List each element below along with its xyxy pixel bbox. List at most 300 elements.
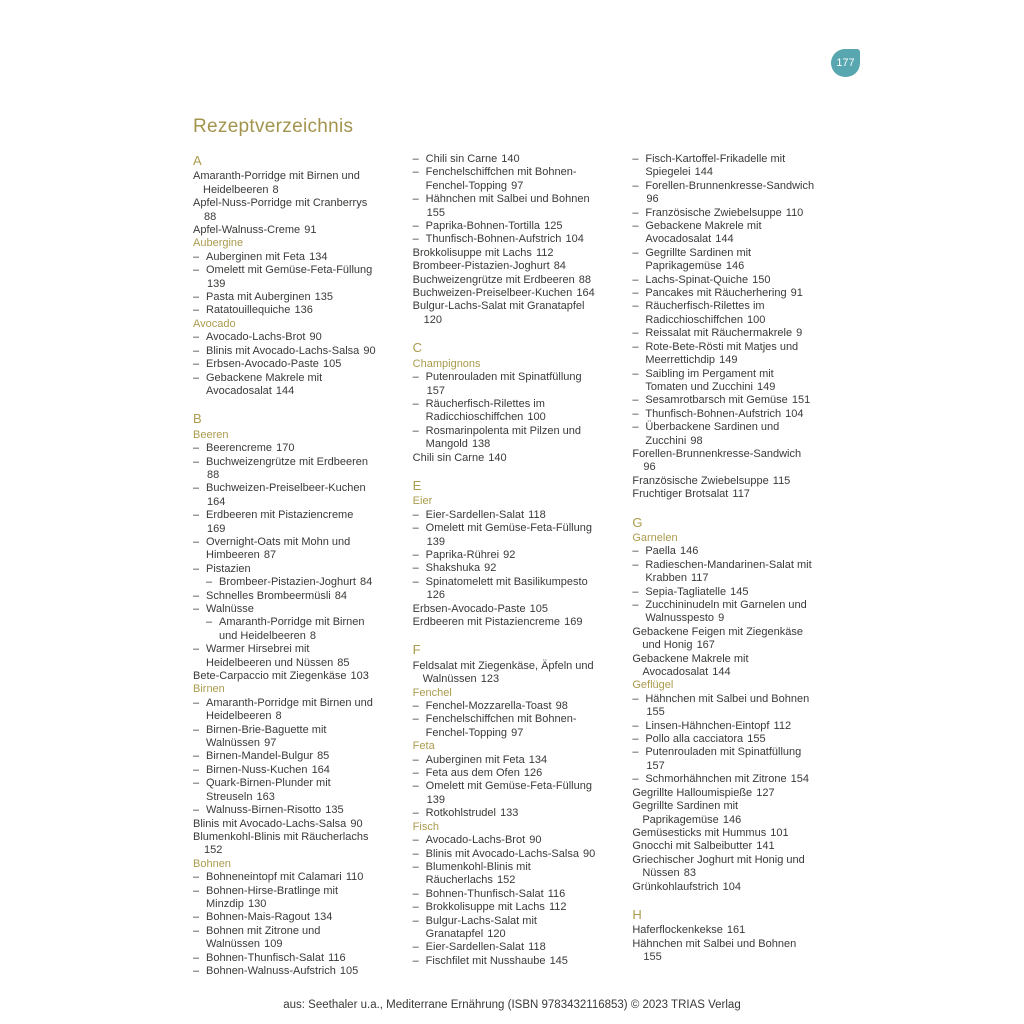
page-ref: 138	[471, 438, 491, 451]
dash-marker: –	[412, 508, 419, 521]
index-entry: Haferflockenkekse 161	[632, 924, 746, 937]
page-title: Rezeptverzeichnis	[193, 116, 354, 137]
page-ref: 144	[694, 166, 714, 179]
index-entry: – Rote-Bete-Rösti mit Matjes und Meerrettichdip 149	[632, 340, 799, 367]
page-ref: 123	[480, 673, 500, 686]
dash-marker: –	[632, 773, 639, 786]
page-ref: 145	[549, 954, 568, 967]
dash-marker: –	[193, 562, 200, 575]
dash-marker: –	[632, 545, 639, 558]
index-entry: Apfel-Walnuss-Creme 91	[193, 224, 317, 237]
index-column-1	[193, 153, 376, 978]
index-entry: – Sesamrotbarsch mit Gemüse 151	[632, 394, 811, 407]
index-entry: – Paella 146	[632, 545, 699, 558]
page-ref: 120	[487, 927, 506, 940]
page-ref: 104	[565, 233, 584, 246]
index-entry: – Omelett mit Gemüse-Feta-Füllung 139	[193, 264, 373, 290]
index-entry: – Eier-Sardellen-Salat 118	[412, 941, 546, 954]
page-ref: 110	[345, 871, 364, 884]
index-entry: – Ratatouillequiche 136	[193, 304, 313, 317]
index-entry: Gnocchi mit Salbeibutter 141	[632, 840, 775, 853]
dash-marker: –	[632, 327, 639, 340]
dash-marker: –	[193, 291, 200, 304]
subsection-header: Geflügel	[632, 679, 674, 692]
subsection-header: Bohnen	[193, 857, 231, 870]
index-entry: – Buchweizen-Preiselbeer-Kuchen 164	[193, 482, 366, 508]
page-ref: 97	[511, 179, 524, 192]
page-ref: 152	[497, 874, 516, 887]
index-entry: – Birnen-Mandel-Bulgur 85	[193, 750, 330, 763]
page-ref: 115	[772, 474, 791, 487]
index-entry: – Sepia-Tagliatelle 145	[632, 585, 749, 598]
index-entry: – Reissalat mit Räuchermakrele 9	[632, 327, 803, 340]
index-entry: – Lachs-Spinat-Quiche 150	[632, 273, 771, 286]
page-ref: 84	[360, 576, 373, 589]
index-entry: – Eier-Sardellen-Salat 118	[412, 508, 546, 521]
page-ref: 145	[730, 585, 749, 598]
dash-marker: –	[412, 860, 419, 873]
index-entry: – Gebackene Makrele mit Avocadosalat 144	[632, 220, 762, 246]
index-entry: – Erdbeeren mit Pistaziencreme 169	[193, 509, 354, 535]
page-ref: 101	[770, 826, 789, 839]
page-ref: 84	[334, 589, 348, 602]
page-ref: 155	[646, 706, 665, 719]
dash-marker: –	[412, 941, 419, 954]
dash-marker: –	[206, 576, 213, 589]
index-entry: – Bohnen-Mais-Ragout 134	[193, 911, 333, 924]
page-ref: 117	[691, 572, 709, 585]
index-entry: – Schnelles Brombeermüsli 84	[193, 589, 348, 602]
dash-marker: –	[632, 179, 639, 192]
page-ref: 9	[796, 327, 803, 340]
index-entry: – Auberginen mit Feta 134	[193, 250, 328, 263]
subsection-header: Garnelen	[632, 531, 678, 544]
index-entry: – Omelett mit Gemüse-Feta-Füllung 139	[412, 780, 592, 806]
section-letter: F	[412, 642, 421, 658]
page-ref: 105	[529, 602, 549, 615]
index-entry: – Fenchel-Mozzarella-Toast 98	[412, 700, 568, 713]
page-ref: 144	[712, 666, 731, 679]
page-ref: 161	[726, 924, 746, 937]
index-entry: – Chili sin Carne 140	[412, 153, 520, 165]
index-entry: – Bohnen-Walnuss-Aufstrich 105	[193, 964, 359, 977]
subsection-header: Champignons	[412, 357, 481, 370]
dash-marker: –	[412, 166, 419, 179]
index-entry: Chili sin Carne 140	[412, 451, 507, 464]
index-entry: Bete-Carpaccio mit Ziegenkäse 103	[193, 670, 369, 683]
dash-marker: –	[632, 585, 639, 598]
index-entry: Brokkolisuppe mit Lachs 112	[412, 246, 554, 259]
page-ref: 155	[643, 951, 662, 964]
page-ref: 109	[264, 938, 283, 951]
section-letter: G	[632, 514, 643, 530]
section-letter: H	[632, 906, 642, 922]
page-ref: 164	[311, 763, 330, 776]
index-entry: Amaranth-Porridge mit Birnen und Heidelbeeren 8	[193, 170, 360, 196]
index-entry: – Forellen-Brunnenkresse-Sandwich 96	[632, 179, 815, 206]
page-ref: 110	[785, 206, 804, 219]
subsection-header: Fenchel	[412, 686, 452, 699]
dash-marker: –	[632, 692, 639, 705]
dash-marker: –	[632, 421, 639, 434]
subsection-header: Aubergine	[193, 237, 244, 250]
index-entry: – Räucherfisch-Rilettes im Radicchioschiffchen 100	[412, 397, 546, 424]
dash-marker: –	[412, 901, 419, 914]
page-ref: 92	[503, 548, 516, 561]
index-entry: – Fischfilet mit Nusshaube 145	[412, 954, 568, 967]
dash-marker: –	[193, 358, 200, 371]
page-ref: 163	[256, 790, 275, 803]
dash-marker: –	[412, 397, 419, 410]
index-entry: – Walnuss-Birnen-Risotto 135	[193, 804, 344, 817]
index-entry: – Zucchininudeln mit Garnelen und Walnusspesto 9	[632, 599, 807, 625]
dash-marker: –	[193, 589, 200, 602]
dash-marker: –	[412, 424, 419, 437]
page-ref: 98	[690, 434, 703, 447]
index-entry: – Fisch-Kartoffel-Frikadelle mit Spiegelei 144	[632, 153, 786, 179]
index-entry: Französische Zwiebelsuppe 115	[632, 474, 791, 487]
dash-marker: –	[193, 482, 200, 495]
index-entry: – Bohnen mit Zitrone und Walnüssen 109	[193, 924, 321, 951]
page-ref: 90	[309, 331, 322, 344]
page-ref: 136	[294, 304, 313, 317]
page-ref: 140	[501, 153, 520, 165]
page-ref: 167	[696, 639, 715, 652]
dash-marker: –	[412, 371, 419, 384]
index-entry: – Überbackene Sardinen und Zucchini 98	[632, 421, 780, 447]
page-ref: 8	[309, 629, 317, 642]
dash-marker: –	[193, 344, 200, 357]
index-entry: – Rosmarinpolenta mit Pilzen und Mangold 138	[412, 424, 581, 451]
index-column-3	[632, 153, 815, 978]
page-ref: 155	[747, 733, 766, 746]
index-entry: – Linsen-Hähnchen-Eintopf 112	[632, 719, 792, 732]
index-entry: – Pancakes mit Räucherhering 91	[632, 287, 803, 300]
page-ref: 97	[264, 737, 277, 750]
dash-marker: –	[412, 954, 419, 967]
dash-marker: –	[193, 871, 200, 884]
index-entry: – Walnüsse	[193, 603, 254, 615]
page-ref: 116	[328, 951, 346, 964]
page-ref: 164	[207, 495, 226, 508]
page-ref: 134	[314, 911, 333, 924]
index-entry: – Blumenkohl-Blinis mit Räucherlachs 152	[412, 860, 531, 887]
page-ref: 97	[511, 726, 524, 739]
dash-marker: –	[412, 220, 419, 233]
index-entry: – Pistazien	[193, 562, 251, 575]
index-entry: – Brokkolisuppe mit Lachs 112	[412, 901, 567, 914]
index-entry: – Blinis mit Avocado-Lachs-Salsa 90	[412, 847, 596, 860]
dash-marker: –	[193, 750, 200, 763]
dash-marker: –	[193, 535, 200, 548]
page-ref: 141	[756, 840, 775, 853]
index-entry: – Französische Zwiebelsuppe 110	[632, 206, 804, 219]
index-entry: – Saibling im Pergament mit Tomaten und Zucchini 149	[632, 367, 776, 393]
page-ref: 84	[553, 260, 566, 273]
index-entry: – Buchweizengrütze mit Erdbeeren 88	[193, 455, 369, 481]
page-ref: 146	[722, 813, 742, 826]
page-ref: 151	[791, 394, 811, 407]
index-entry: – Birnen-Nuss-Kuchen 164	[193, 763, 330, 776]
dash-marker: –	[412, 233, 419, 246]
page-number: 177	[836, 57, 855, 69]
index-entry: – Gebackene Makrele mit Avocadosalat 144	[193, 371, 323, 397]
page-ref: 170	[276, 442, 295, 455]
page-ref: 98	[555, 700, 568, 713]
index-entry: – Pasta mit Auberginen 135	[193, 291, 333, 304]
index-entry: Erdbeeren mit Pistaziencreme 169	[412, 616, 583, 628]
page-ref: 88	[204, 210, 217, 223]
index-entry: – Hähnchen mit Salbei und Bohnen 155	[632, 692, 810, 719]
section-letter: E	[412, 477, 422, 493]
dash-marker: –	[632, 246, 639, 259]
index-entry: – Pollo alla cacciatora 155	[632, 733, 766, 746]
page-ref: 130	[247, 897, 267, 910]
page-ref: 149	[757, 380, 776, 393]
dash-marker: –	[412, 780, 419, 793]
index-entry: – Bohnen-Hirse-Bratlinge mit Minzdip 130	[193, 884, 339, 910]
page-ref: 133	[500, 807, 519, 820]
page-ref: 85	[317, 750, 330, 763]
page-ref: 112	[773, 719, 792, 732]
subsection-header: Eier	[412, 495, 433, 508]
index-entry: Gemüsesticks mit Hummus 101	[632, 826, 789, 839]
dash-marker: –	[193, 643, 200, 656]
page-ref: 9	[718, 612, 725, 625]
section-letter: C	[412, 340, 423, 356]
page-ref: 164	[576, 287, 595, 300]
page-number-badge	[831, 49, 860, 77]
page-ref: 83	[683, 867, 696, 880]
page-ref: 118	[528, 508, 546, 521]
dash-marker: –	[632, 746, 639, 759]
index-entry: – Putenrouladen mit Spinatfüllung 157	[412, 371, 582, 397]
dash-marker: –	[193, 304, 200, 317]
page-ref: 169	[564, 616, 583, 628]
index-entry: – Shakshuka 92	[412, 562, 497, 575]
dash-marker: –	[193, 264, 200, 277]
page-ref: 90	[363, 344, 376, 357]
page-ref: 144	[275, 384, 295, 397]
index-entry: Apfel-Nuss-Porridge mit Cranberrys 88	[193, 197, 368, 223]
dash-marker: –	[193, 804, 200, 817]
subsection-header: Avocado	[193, 317, 236, 330]
dash-marker: –	[193, 371, 200, 384]
index-entry: Gebackene Makrele mit Avocadosalat 144	[632, 652, 749, 679]
page-ref: 100	[527, 411, 546, 424]
page-ref: 146	[679, 545, 699, 558]
page-ref: 139	[207, 277, 226, 290]
dash-marker: –	[412, 887, 419, 900]
dash-marker: –	[632, 719, 639, 732]
index-entry: Griechischer Joghurt mit Honig und Nüssen 83	[632, 853, 805, 880]
dash-marker: –	[632, 340, 639, 353]
page-ref: 90	[350, 817, 363, 830]
dash-marker: –	[206, 616, 213, 629]
page-ref: 100	[747, 313, 766, 326]
page-ref: 139	[426, 535, 446, 548]
page-ref: 90	[529, 834, 542, 847]
subsection-header: Birnen	[193, 683, 225, 696]
index-entry: – Thunfisch-Bohnen-Aufstrich 104	[412, 233, 584, 246]
index-entry: Blinis mit Avocado-Lachs-Salsa 90	[193, 817, 363, 830]
dash-marker: –	[193, 777, 200, 790]
index-entry: – Paprika-Rührei 92	[412, 548, 516, 561]
dash-marker: –	[193, 603, 200, 615]
index-entry: – Amaranth-Porridge mit Birnen und Heidelbeeren 8	[193, 696, 373, 723]
index-entry: Gegrillte Halloumispieße 127	[632, 786, 775, 799]
dash-marker: –	[632, 367, 639, 380]
dash-marker: –	[632, 273, 639, 286]
page-ref: 116	[547, 887, 566, 900]
page-ref: 157	[426, 384, 446, 397]
index-entry: Feldsalat mit Ziegenkäse, Äpfeln und Walnüssen 123	[412, 659, 594, 686]
index-entry: Bulgur-Lachs-Salat mit Granatapfel 120	[412, 300, 585, 326]
index-entry: – Thunfisch-Bohnen-Aufstrich 104	[632, 407, 804, 420]
index-entry: – Räucherfisch-Rilettes im Radicchioschiffchen 100	[632, 300, 766, 326]
index-entry: Gegrillte Sardinen mit Paprikagemüse 146	[632, 800, 742, 826]
index-entry: – Gegrillte Sardinen mit Paprikagemüse 146	[632, 246, 752, 273]
dash-marker: –	[193, 964, 200, 977]
page-ref: 126	[523, 767, 543, 780]
page-ref: 126	[426, 589, 446, 602]
index-entry: – Omelett mit Gemüse-Feta-Füllung 139	[412, 522, 592, 548]
index-entry: – Beerencreme 170	[193, 442, 295, 455]
dash-marker: –	[632, 220, 639, 233]
page-ref: 91	[790, 287, 803, 300]
index-entry: Forellen-Brunnenkresse-Sandwich 96	[632, 447, 802, 474]
dash-marker: –	[193, 442, 200, 455]
subsection-header: Feta	[412, 740, 435, 753]
index-entry: Buchweizen-Preiselbeer-Kuchen 164	[412, 287, 595, 300]
index-entry: – Putenrouladen mit Spinatfüllung 157	[632, 746, 802, 772]
index-entry: – Rotkohlstrudel 133	[412, 807, 519, 820]
dash-marker: –	[193, 924, 200, 937]
page-ref: 85	[337, 656, 350, 669]
page-ref: 87	[263, 549, 277, 562]
page-ref: 150	[752, 273, 771, 286]
index-entry: – Quark-Birnen-Plunder mit Streuseln 163	[193, 777, 331, 803]
index-entry: – Overnight-Oats mit Mohn und Himbeeren 87	[193, 535, 351, 562]
dash-marker: –	[412, 548, 419, 561]
page-ref: 139	[426, 793, 446, 806]
dash-marker: –	[632, 407, 639, 420]
index-entry: – Warmer Hirsebrei mit Heidelbeeren und Nüssen 85	[193, 643, 350, 669]
index-entry: – Blinis mit Avocado-Lachs-Salsa 90	[193, 344, 376, 357]
subsection-header: Fisch	[412, 820, 439, 833]
page-ref: 112	[535, 246, 554, 259]
dash-marker: –	[412, 713, 419, 726]
dash-marker: –	[412, 767, 419, 780]
page-ref: 157	[646, 759, 665, 772]
index-entry: Blumenkohl-Blinis mit Räucherlachs 152	[193, 830, 369, 857]
index-entry: – Fenchelschiffchen mit Bohnen-Fenchel-Topping 97	[412, 166, 577, 192]
page-ref: 149	[719, 354, 738, 367]
page-ref: 134	[309, 250, 328, 263]
index-entry: Erbsen-Avocado-Paste 105	[412, 602, 549, 615]
index-entry: Buchweizengrütze mit Erdbeeren 88	[412, 273, 592, 286]
page-ref: 118	[528, 941, 546, 954]
index-columns	[193, 153, 815, 978]
index-column-2	[413, 153, 596, 978]
page-ref: 127	[756, 786, 775, 799]
dash-marker: –	[632, 206, 639, 219]
dash-marker: –	[193, 696, 200, 709]
page-ref: 91	[304, 224, 317, 237]
dash-marker: –	[193, 951, 200, 964]
page-ref: 112	[548, 901, 567, 914]
dash-marker: –	[412, 914, 419, 927]
index-entry: – Avocado-Lachs-Brot 90	[412, 834, 542, 847]
dash-marker: –	[632, 599, 639, 611]
page-ref: 169	[207, 522, 226, 535]
page-ref: 88	[207, 468, 220, 481]
page-ref: 105	[339, 964, 359, 977]
index-entry: – Hähnchen mit Salbei und Bohnen 155	[412, 193, 590, 219]
dash-marker: –	[412, 753, 419, 766]
dash-marker: –	[193, 723, 200, 736]
page-ref: 152	[204, 844, 223, 857]
index-entry: – Erbsen-Avocado-Paste 105	[193, 358, 342, 371]
page-ref: 96	[643, 461, 656, 474]
index-entry: – Paprika-Bohnen-Tortilla 125	[412, 220, 563, 233]
dash-marker: –	[193, 250, 200, 263]
page-ref: 125	[544, 220, 563, 233]
index-entry: – Birnen-Brie-Baguette mit Walnüssen 97	[193, 723, 327, 750]
index-entry: – Radieschen-Mandarinen-Salat mit Krabben 117	[632, 558, 812, 585]
footer-credit: aus: Seethaler u.a., Mediterrane Ernährung (ISBN 9783432116853) © 2023 TRIAS Verlag	[283, 999, 741, 1011]
index-entry: Hähnchen mit Salbei und Bohnen 155	[632, 937, 797, 964]
index-entry: Gebackene Feigen mit Ziegenkäse und Honig 167	[632, 625, 803, 652]
index-entry: – Feta aus dem Ofen 126	[412, 767, 543, 780]
index-entry: – Bohnen-Thunfisch-Salat 116	[193, 951, 346, 964]
index-entry: – Brombeer-Pistazien-Joghurt 84	[206, 576, 373, 589]
dash-marker: –	[412, 807, 419, 820]
dash-marker: –	[193, 911, 200, 924]
page-ref: 135	[325, 804, 344, 817]
page-ref: 144	[715, 233, 734, 246]
page-ref: 105	[322, 358, 342, 371]
dash-marker: –	[632, 300, 639, 313]
dash-marker: –	[632, 394, 639, 407]
dash-marker: –	[193, 331, 200, 344]
dash-marker: –	[632, 153, 639, 165]
page-ref: 104	[722, 880, 741, 893]
section-letter: B	[193, 411, 202, 427]
dash-marker: –	[193, 884, 200, 897]
page-ref: 90	[583, 847, 596, 860]
page-ref: 117	[732, 488, 750, 501]
dash-marker: –	[412, 153, 419, 165]
page-ref: 92	[484, 562, 497, 575]
dash-marker: –	[412, 522, 419, 535]
dash-marker: –	[412, 193, 419, 206]
index-entry: Grünkohlaufstrich 104	[632, 880, 741, 893]
index-entry: Fruchtiger Brotsalat 117	[632, 488, 750, 501]
page-ref: 154	[790, 773, 809, 786]
index-entry: – Avocado-Lachs-Brot 90	[193, 331, 322, 344]
index-entry: – Spinatomelett mit Basilikumpesto 126	[412, 575, 588, 602]
dash-marker: –	[632, 733, 639, 746]
page-ref: 140	[488, 451, 507, 464]
dash-marker: –	[193, 763, 200, 776]
page-ref: 155	[426, 206, 446, 219]
page-ref: 103	[350, 670, 369, 683]
index-entry: – Auberginen mit Feta 134	[412, 753, 548, 766]
dash-marker: –	[632, 558, 639, 571]
dash-marker: –	[412, 575, 419, 588]
index-entry: – Amaranth-Porridge mit Birnen und Heidelbeeren 8	[206, 616, 365, 642]
